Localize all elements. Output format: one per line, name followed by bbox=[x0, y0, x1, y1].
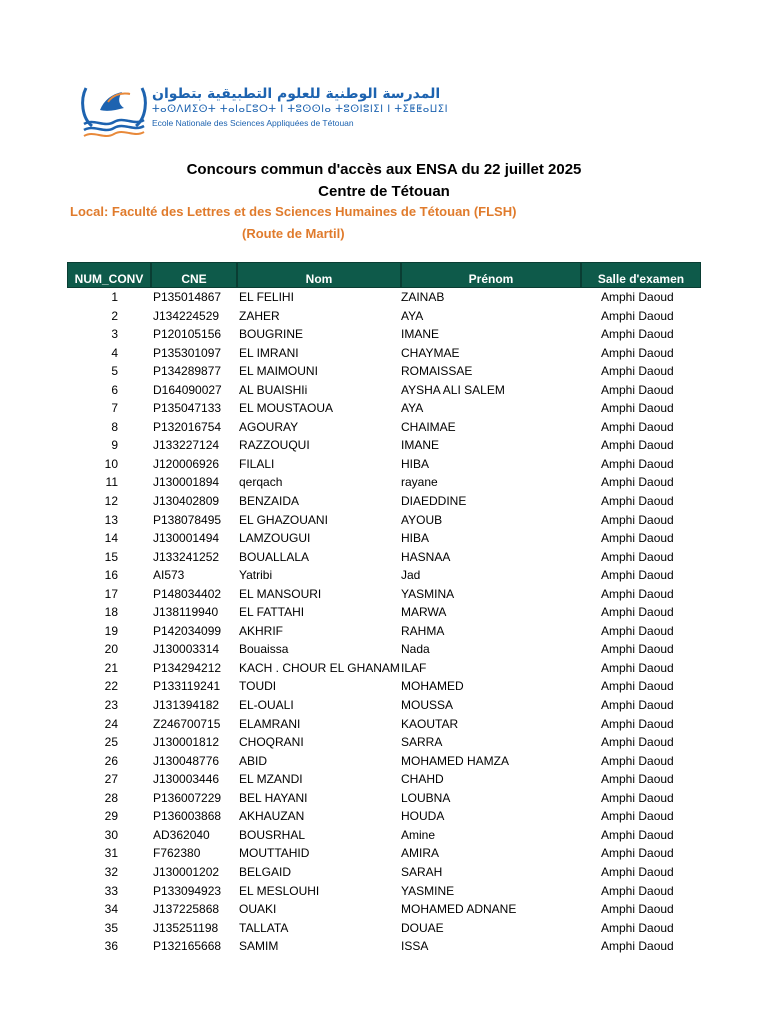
cell-nom: Bouaissa bbox=[239, 642, 289, 657]
table-row bbox=[67, 715, 701, 734]
cell-salle: Amphi Daoud bbox=[601, 772, 674, 787]
cell-salle: Amphi Daoud bbox=[601, 902, 674, 917]
cell-prenom: rayane bbox=[401, 475, 438, 490]
table-row bbox=[67, 937, 701, 956]
cell-prenom: RAHMA bbox=[401, 623, 445, 638]
cell-prenom: SARRA bbox=[401, 735, 443, 750]
cell-nom: ELAMRANI bbox=[239, 716, 301, 731]
cell-cne: J133227124 bbox=[153, 438, 220, 453]
table-row bbox=[67, 622, 701, 641]
cell-nom: BOUSRHAL bbox=[239, 827, 306, 842]
cell-num: 25 bbox=[104, 735, 118, 750]
cell-prenom: KAOUTAR bbox=[401, 716, 459, 731]
cell-cne: P134289877 bbox=[153, 364, 222, 379]
cell-salle: Amphi Daoud bbox=[601, 846, 674, 861]
cell-prenom: MOHAMED HAMZA bbox=[401, 753, 509, 768]
cell-prenom: HIBA bbox=[401, 456, 430, 471]
column-header-nom: Nom bbox=[237, 262, 401, 288]
cell-nom: BENZAIDA bbox=[239, 494, 300, 509]
cell-prenom: LOUBNA bbox=[401, 790, 451, 805]
cell-nom: EL FELIHI bbox=[239, 290, 294, 304]
cell-cne: P133119241 bbox=[153, 679, 221, 694]
cell-nom: BELGAID bbox=[239, 864, 292, 879]
table-row bbox=[67, 436, 701, 455]
column-header-prenom: Prénom bbox=[401, 262, 581, 288]
cell-cne: Z246700715 bbox=[153, 716, 221, 731]
table-row bbox=[67, 789, 701, 808]
cell-nom: AKHRIF bbox=[239, 623, 284, 638]
exam-location-address: (Route de Martil) bbox=[242, 226, 345, 241]
cell-prenom: HASNAA bbox=[401, 549, 451, 564]
cell-cne: P135301097 bbox=[153, 345, 222, 360]
cell-salle: Amphi Daoud bbox=[601, 883, 674, 898]
table-row bbox=[67, 511, 701, 530]
cell-salle: Amphi Daoud bbox=[601, 642, 674, 657]
cell-cne: J120006926 bbox=[153, 456, 220, 471]
cell-cne: J138119940 bbox=[153, 605, 219, 620]
cell-num: 28 bbox=[104, 790, 118, 805]
cell-cne: J130001494 bbox=[153, 531, 220, 546]
cell-num: 33 bbox=[104, 883, 118, 898]
cell-prenom: DIAEDDINE bbox=[401, 494, 467, 509]
cell-prenom: YASMINA bbox=[401, 586, 455, 601]
cell-nom: FILALI bbox=[239, 456, 275, 471]
cell-nom: qerqach bbox=[239, 475, 283, 490]
cell-salle: Amphi Daoud bbox=[601, 568, 674, 583]
cell-salle: Amphi Daoud bbox=[601, 512, 674, 527]
cell-salle: Amphi Daoud bbox=[601, 939, 674, 954]
cell-salle: Amphi Daoud bbox=[601, 494, 674, 509]
cell-prenom: CHAYMAE bbox=[401, 345, 460, 360]
cell-salle: Amphi Daoud bbox=[601, 864, 674, 879]
cell-prenom: Amine bbox=[401, 827, 436, 842]
cell-prenom: MOHAMED bbox=[401, 679, 464, 694]
cell-salle: Amphi Daoud bbox=[601, 401, 674, 416]
cell-cne: P134294212 bbox=[153, 660, 222, 675]
cell-num: 32 bbox=[104, 864, 118, 879]
cell-num: 11 bbox=[105, 475, 118, 490]
table-row bbox=[67, 529, 701, 548]
cell-num: 8 bbox=[111, 419, 118, 434]
table-row bbox=[67, 418, 701, 437]
cell-nom: BOUGRINE bbox=[239, 327, 304, 342]
cell-nom: BEL HAYANI bbox=[239, 790, 308, 805]
cell-prenom: ILAF bbox=[401, 660, 427, 675]
logo-french-text: Ecole Nationale des Sciences Appliquées de Tétouan bbox=[152, 118, 354, 128]
table-row bbox=[67, 659, 701, 678]
page-subtitle: Centre de Tétouan bbox=[318, 183, 450, 200]
table-row bbox=[67, 492, 701, 511]
cell-nom: MOUTTAHID bbox=[239, 846, 310, 861]
cell-prenom: SARAH bbox=[401, 864, 443, 879]
cell-cne: J130003314 bbox=[153, 642, 220, 657]
cell-num: 15 bbox=[104, 549, 118, 564]
cell-prenom: AYSHA ALI SALEM bbox=[401, 382, 505, 397]
cell-num: 14 bbox=[104, 531, 118, 546]
cell-nom: LAMZOUGUI bbox=[239, 531, 311, 546]
cell-cne: P132016754 bbox=[153, 419, 222, 434]
cell-cne: P136007229 bbox=[153, 790, 222, 805]
table-row bbox=[67, 399, 701, 418]
cell-salle: Amphi Daoud bbox=[601, 438, 674, 453]
cell-num: 18 bbox=[104, 605, 118, 620]
cell-prenom: HIBA bbox=[401, 531, 430, 546]
table-row bbox=[67, 770, 701, 789]
cell-num: 22 bbox=[104, 679, 118, 694]
cell-cne: J130001894 bbox=[153, 475, 220, 490]
cell-num: 4 bbox=[111, 345, 118, 360]
cell-salle: Amphi Daoud bbox=[601, 308, 674, 323]
cell-nom: BOUALLALA bbox=[239, 549, 310, 564]
cell-cne: J131394182 bbox=[153, 698, 220, 713]
cell-nom: EL FATTAHI bbox=[239, 605, 305, 620]
table-row bbox=[67, 752, 701, 771]
table-row bbox=[67, 603, 701, 622]
cell-prenom: Jad bbox=[401, 568, 421, 583]
cell-cne: P136003868 bbox=[153, 809, 222, 824]
cell-num: 24 bbox=[104, 716, 118, 731]
cell-salle: Amphi Daoud bbox=[601, 605, 674, 620]
cell-num: 1 bbox=[111, 290, 118, 304]
cell-nom: AL BUAISHIi bbox=[239, 382, 308, 397]
cell-salle: Amphi Daoud bbox=[601, 660, 674, 675]
table-row bbox=[67, 900, 701, 919]
table-row bbox=[67, 288, 701, 307]
cell-cne: J130003446 bbox=[153, 772, 220, 787]
cell-salle: Amphi Daoud bbox=[601, 364, 674, 379]
cell-prenom: AYOUB bbox=[401, 512, 443, 527]
cell-nom: EL MZANDI bbox=[239, 772, 303, 787]
cell-nom: ABID bbox=[239, 753, 268, 768]
cell-nom: EL MAIMOUNI bbox=[239, 364, 318, 379]
cell-salle: Amphi Daoud bbox=[601, 790, 674, 805]
cell-cne: D164090027 bbox=[153, 382, 222, 397]
cell-salle: Amphi Daoud bbox=[601, 475, 674, 490]
cell-cne: AD362040 bbox=[153, 827, 210, 842]
cell-salle: Amphi Daoud bbox=[601, 920, 674, 935]
cell-prenom: DOUAE bbox=[401, 920, 444, 935]
cell-cne: P135047133 bbox=[153, 401, 222, 416]
cell-nom: EL MANSOURI bbox=[239, 586, 322, 601]
cell-prenom: ROMAISSAE bbox=[401, 364, 473, 379]
cell-salle: Amphi Daoud bbox=[601, 456, 674, 471]
ensa-logo-icon bbox=[78, 80, 150, 140]
table-header bbox=[67, 262, 701, 288]
cell-num: 5 bbox=[111, 364, 118, 379]
cell-nom: TOUDI bbox=[239, 679, 277, 694]
cell-prenom: AYA bbox=[401, 401, 424, 416]
cell-prenom: ISSA bbox=[401, 939, 429, 954]
cell-prenom: MOUSSA bbox=[401, 698, 454, 713]
cell-num: 2 bbox=[111, 308, 118, 323]
table-row bbox=[67, 733, 701, 752]
cell-cne: J134224529 bbox=[153, 308, 220, 323]
cell-cne: P120105156 bbox=[153, 327, 222, 342]
cell-prenom: IMANE bbox=[401, 438, 440, 453]
cell-num: 34 bbox=[104, 902, 118, 917]
cell-cne: P135014867 bbox=[153, 290, 222, 304]
table-row bbox=[67, 455, 701, 474]
table-row bbox=[67, 473, 701, 492]
cell-nom: RAZZOUQUI bbox=[239, 438, 310, 453]
table-row bbox=[67, 381, 701, 400]
cell-salle: Amphi Daoud bbox=[601, 679, 674, 694]
cell-cne: J130001812 bbox=[153, 735, 220, 750]
cell-nom: EL IMRANI bbox=[239, 345, 299, 360]
cell-num: 36 bbox=[104, 939, 118, 954]
cell-prenom: MARWA bbox=[401, 605, 447, 620]
cell-prenom: HOUDA bbox=[401, 809, 445, 824]
cell-num: 6 bbox=[111, 382, 118, 397]
cell-cne: P132165668 bbox=[153, 939, 222, 954]
cell-salle: Amphi Daoud bbox=[601, 623, 674, 638]
cell-prenom: AYA bbox=[401, 308, 424, 323]
cell-cne: P148034402 bbox=[153, 586, 222, 601]
cell-nom: SAMIM bbox=[239, 939, 279, 954]
cell-nom: TALLATA bbox=[239, 920, 289, 935]
table-row bbox=[67, 807, 701, 826]
exam-location: Local: Faculté des Lettres et des Sciences Humaines de Tétouan (FLSH) bbox=[70, 204, 517, 219]
cell-num: 27 bbox=[104, 772, 118, 787]
cell-cne: J135251198 bbox=[153, 920, 219, 935]
cell-salle: Amphi Daoud bbox=[601, 290, 674, 304]
cell-prenom: IMANE bbox=[401, 327, 440, 342]
cell-num: 7 bbox=[111, 401, 118, 416]
cell-prenom: Nada bbox=[401, 642, 430, 657]
cell-prenom: YASMINE bbox=[401, 883, 455, 898]
cell-salle: Amphi Daoud bbox=[601, 809, 674, 824]
table-row bbox=[67, 640, 701, 659]
cell-num: 16 bbox=[104, 568, 118, 583]
cell-nom: Yatribi bbox=[239, 568, 273, 583]
table-row bbox=[67, 325, 701, 344]
cell-cne: J130001202 bbox=[153, 864, 220, 879]
cell-salle: Amphi Daoud bbox=[601, 327, 674, 342]
cell-salle: Amphi Daoud bbox=[601, 345, 674, 360]
table-row bbox=[67, 863, 701, 882]
cell-nom: EL GHAZOUANI bbox=[239, 512, 328, 527]
cell-cne: P138078495 bbox=[153, 512, 222, 527]
cell-salle: Amphi Daoud bbox=[601, 586, 674, 601]
cell-cne: P133094923 bbox=[153, 883, 222, 898]
candidates-table bbox=[67, 262, 701, 956]
cell-num: 10 bbox=[104, 456, 118, 471]
cell-prenom: ZAINAB bbox=[401, 290, 445, 304]
cell-num: 30 bbox=[104, 827, 118, 842]
cell-nom: CHOQRANI bbox=[239, 735, 304, 750]
cell-nom: AKHAUZAN bbox=[239, 809, 305, 824]
column-header-cne: CNE bbox=[151, 262, 237, 288]
table-body bbox=[67, 288, 701, 956]
cell-cne: J137225868 bbox=[153, 902, 220, 917]
table-row bbox=[67, 548, 701, 567]
table-row bbox=[67, 362, 701, 381]
cell-num: 13 bbox=[104, 512, 118, 527]
cell-num: 20 bbox=[104, 642, 118, 657]
table-row bbox=[67, 307, 701, 326]
cell-nom: OUAKI bbox=[239, 902, 277, 917]
table-row bbox=[67, 826, 701, 845]
table-row bbox=[67, 844, 701, 863]
table-row bbox=[67, 677, 701, 696]
cell-salle: Amphi Daoud bbox=[601, 735, 674, 750]
cell-num: 9 bbox=[111, 438, 118, 453]
cell-num: 31 bbox=[104, 846, 118, 861]
cell-num: 29 bbox=[104, 809, 118, 824]
cell-num: 3 bbox=[111, 327, 118, 342]
logo-arabic-text: المدرسة الوطنية للعلوم التطبيقية بتطوان bbox=[152, 86, 441, 102]
column-header-salle: Salle d'examen bbox=[581, 262, 701, 288]
table-row bbox=[67, 696, 701, 715]
table-row bbox=[67, 882, 701, 901]
table-row bbox=[67, 344, 701, 363]
cell-cne: AI573 bbox=[153, 568, 185, 583]
cell-cne: F762380 bbox=[153, 846, 201, 861]
cell-num: 21 bbox=[104, 660, 118, 675]
cell-salle: Amphi Daoud bbox=[601, 531, 674, 546]
cell-cne: J130402809 bbox=[153, 494, 220, 509]
cell-salle: Amphi Daoud bbox=[601, 753, 674, 768]
cell-salle: Amphi Daoud bbox=[601, 419, 674, 434]
page-title: Concours commun d'accès aux ENSA du 22 juillet 2025 bbox=[186, 161, 582, 178]
cell-salle: Amphi Daoud bbox=[601, 549, 674, 564]
cell-num: 12 bbox=[104, 494, 118, 509]
cell-nom: KACH . CHOUR EL GHANAM bbox=[239, 660, 400, 675]
cell-nom: EL MOUSTAOUA bbox=[239, 401, 334, 416]
cell-nom: AGOURAY bbox=[239, 419, 299, 434]
table-row bbox=[67, 585, 701, 604]
cell-num: 26 bbox=[104, 753, 118, 768]
logo-tifinagh-text: ⵜⴰⵙⴷⵍⵉⵙⵜ ⵜⴰⵏⴰⵎⵓⵔⵜ ⵏ ⵜⵓⵙⵙⵏⴰ ⵜⵓⵙⵏⵓⵏⵉⵏ ⵏ ⵜⵉⵟⵟⴰⵡⵉⵏ bbox=[152, 104, 449, 115]
cell-prenom: CHAIMAE bbox=[401, 419, 456, 434]
cell-salle: Amphi Daoud bbox=[601, 716, 674, 731]
column-header-num: NUM_CONV bbox=[67, 262, 151, 288]
cell-cne: P142034099 bbox=[153, 623, 222, 638]
cell-prenom: AMIRA bbox=[401, 846, 440, 861]
cell-nom: EL-OUALI bbox=[239, 698, 294, 713]
table-row bbox=[67, 919, 701, 938]
cell-cne: J133241252 bbox=[153, 549, 220, 564]
cell-num: 35 bbox=[104, 920, 118, 935]
cell-nom: EL MESLOUHI bbox=[239, 883, 320, 898]
cell-num: 17 bbox=[104, 586, 118, 601]
school-logo bbox=[78, 80, 449, 140]
cell-num: 23 bbox=[104, 698, 118, 713]
table-row bbox=[67, 566, 701, 585]
cell-num: 19 bbox=[104, 623, 118, 638]
cell-nom: ZAHER bbox=[239, 308, 280, 323]
cell-salle: Amphi Daoud bbox=[601, 382, 674, 397]
cell-prenom: MOHAMED ADNANE bbox=[401, 902, 517, 917]
cell-salle: Amphi Daoud bbox=[601, 827, 674, 842]
cell-cne: J130048776 bbox=[153, 753, 220, 768]
cell-prenom: CHAHD bbox=[401, 772, 444, 787]
cell-salle: Amphi Daoud bbox=[601, 698, 674, 713]
